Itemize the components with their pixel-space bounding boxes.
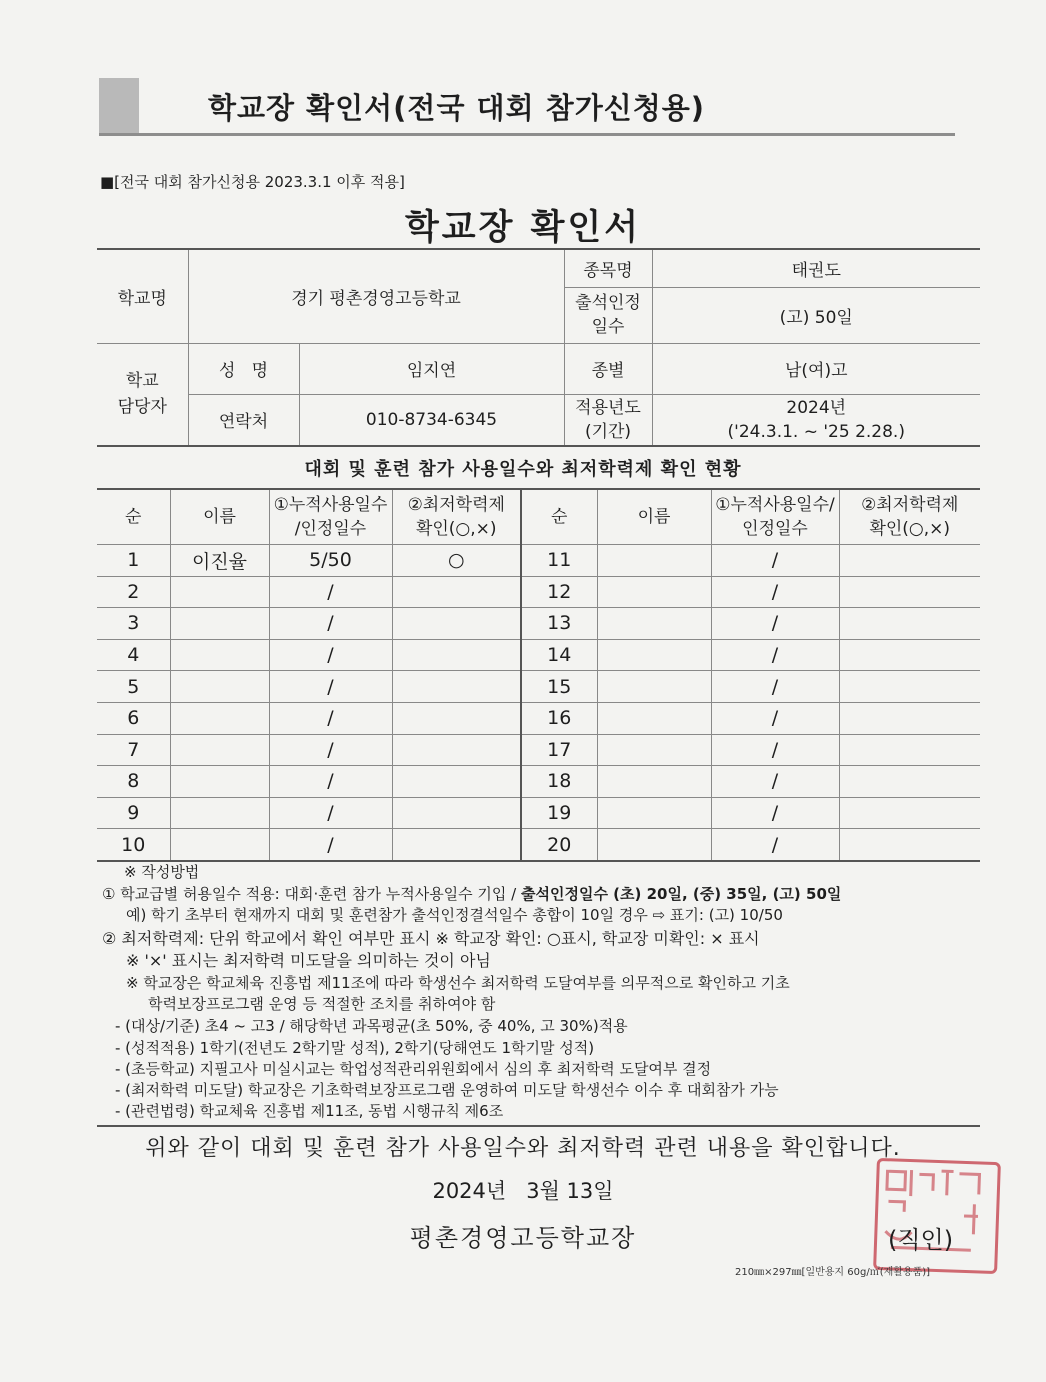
- gender-label: 종별: [564, 343, 652, 394]
- athlete-name: [597, 576, 711, 608]
- row-number: 9: [97, 797, 170, 829]
- year-cell: [652, 394, 980, 446]
- applicability-note: ■[전국 대회 참가신청용 2023.3.1 이후 적용]: [100, 173, 405, 191]
- days-used: /: [711, 829, 839, 861]
- row-number: 17: [521, 734, 597, 766]
- days-used: /: [711, 702, 839, 734]
- gender-value: 남(여)고: [652, 343, 980, 394]
- days-used: /: [711, 734, 839, 766]
- athlete-name: [597, 734, 711, 766]
- athlete-name: [170, 671, 269, 703]
- academic-check: [839, 734, 980, 766]
- school-label: 학교명: [97, 249, 188, 343]
- row-number: 10: [97, 829, 170, 861]
- table-row: [97, 671, 980, 703]
- days-used: /: [269, 702, 392, 734]
- row-number: 3: [97, 608, 170, 640]
- note-detail-5: - (관련법령) 학교체육 진흥법 제11조, 동법 시행규칙 제6조: [115, 1102, 504, 1120]
- days-used: /: [269, 734, 392, 766]
- athlete-name: [597, 766, 711, 798]
- col-header-no: 순: [97, 489, 170, 545]
- athlete-name: [170, 734, 269, 766]
- days-used: /: [711, 671, 839, 703]
- row-number: 12: [521, 576, 597, 608]
- days-used: /: [711, 766, 839, 798]
- days-used: /: [269, 766, 392, 798]
- note-2: ② 최저학력제: 단위 학교에서 확인 여부만 표시 ※ 학교장 확인: ○표시, 학교장 미확인: × 표시: [102, 929, 760, 948]
- academic-check: [839, 797, 980, 829]
- sport-label: 종목명: [564, 249, 652, 287]
- table-row: [97, 766, 980, 798]
- table-row: [97, 576, 980, 608]
- table-row: [97, 734, 980, 766]
- athlete-name: [597, 829, 711, 861]
- contact-value: 010-8734-6345: [299, 394, 564, 446]
- athlete-name: [170, 797, 269, 829]
- col-header-check: ②최저학력제 확인(○,×): [392, 489, 521, 545]
- academic-check: [392, 671, 521, 703]
- document-title: 학교장 확인서: [404, 208, 642, 248]
- row-number: 16: [521, 702, 597, 734]
- note-detail-4: - (최저학력 미도달) 학교장은 기초학력보장프로그램 운영하여 미도달 학생선수 이수 후 대회참가 가능: [115, 1081, 779, 1099]
- principal-title: 평촌경영고등학교장: [409, 1224, 637, 1252]
- days-used: /: [269, 576, 392, 608]
- athlete-name: [170, 639, 269, 671]
- academic-check: [392, 608, 521, 640]
- athlete-name: [170, 576, 269, 608]
- days-used: /: [711, 639, 839, 671]
- table-body: [97, 545, 980, 861]
- note-1-example: 예) 학기 초부터 현재까지 대회 및 훈련참가 출석인정결석일수 총합이 10일 경우 ⇨ 표기: (고) 10/50: [126, 906, 783, 924]
- academic-check: [392, 639, 521, 671]
- days-used: /: [269, 639, 392, 671]
- academic-check: [392, 797, 521, 829]
- academic-check: [839, 766, 980, 798]
- note-2-b1: ※ 학교장은 학교체육 진흥법 제11조에 따라 학생선수 최저학력 도달여부를 의무적으로 확인하고 기초: [126, 974, 790, 992]
- days-used: /: [269, 797, 392, 829]
- row-number: 8: [97, 766, 170, 798]
- days-used: /: [711, 797, 839, 829]
- official-seal: [873, 1158, 1001, 1274]
- note-detail-3: - (초등학교) 지필고사 미실시교는 학업성적관리위원회에서 심의 후 최저학력 도달여부 결정: [115, 1060, 712, 1078]
- athlete-name: [597, 608, 711, 640]
- header-underline: [99, 133, 955, 136]
- athlete-name: [597, 702, 711, 734]
- table-row: [97, 829, 980, 861]
- days-used: /: [711, 576, 839, 608]
- table-row: [97, 639, 980, 671]
- table-row: [97, 797, 980, 829]
- days-used: /: [269, 608, 392, 640]
- academic-check: ○: [392, 545, 521, 577]
- notes-divider: [97, 1125, 980, 1127]
- col-header-no-right: 순: [521, 489, 597, 545]
- year-label: 적용년도 (기간): [564, 394, 652, 446]
- row-number: 5: [97, 671, 170, 703]
- days-used: /: [269, 671, 392, 703]
- academic-check: [392, 576, 521, 608]
- row-number: 11: [521, 545, 597, 577]
- note-2-b2: 학력보장프로그램 운영 등 적절한 조치를 취하여야 함: [148, 995, 496, 1013]
- athlete-name: [170, 702, 269, 734]
- header-title: 학교장 확인서(전국 대회 참가신청용): [208, 91, 706, 125]
- attend-value: (고) 50일: [652, 287, 980, 343]
- seal-label: (직인): [888, 1226, 954, 1254]
- col-header-name: 이름: [170, 489, 269, 545]
- note-1-bold: 출석인정일수 (초) 20일, (중) 35일, (고) 50일: [521, 885, 842, 903]
- days-used: /: [269, 829, 392, 861]
- academic-check: [839, 702, 980, 734]
- name-label: 성 명: [188, 343, 299, 394]
- athlete-name: [170, 608, 269, 640]
- academic-check: [839, 608, 980, 640]
- row-number: 6: [97, 702, 170, 734]
- issue-date: 2024년 3월 13일: [432, 1179, 614, 1203]
- days-used: /: [711, 545, 839, 577]
- note-2-a: ※ '×' 표시는 최저학력 미도달을 의미하는 것이 아님: [126, 951, 491, 970]
- school-info-table: [97, 248, 980, 447]
- table-row: [97, 608, 980, 640]
- academic-check: [392, 702, 521, 734]
- athlete-name: [597, 545, 711, 577]
- days-used: 5/50: [269, 545, 392, 577]
- col-header-days: ①누적사용일수 /인정일수: [269, 489, 392, 545]
- row-number: 15: [521, 671, 597, 703]
- row-number: 18: [521, 766, 597, 798]
- year-period: ('24.3.1. ~ '25 2.28.): [727, 421, 905, 442]
- athlete-name: [597, 639, 711, 671]
- header-grey-block: [99, 78, 139, 135]
- col-header-days-right: ①누적사용일수/ 인정일수: [711, 489, 839, 545]
- row-number: 20: [521, 829, 597, 861]
- athlete-name: [597, 797, 711, 829]
- notes-heading: ※ 작성방법: [124, 863, 200, 881]
- note-detail-2: - (성적적용) 1학기(전년도 2학기말 성적), 2학기(당해연도 1학기말 성적): [115, 1039, 595, 1057]
- academic-check: [392, 829, 521, 861]
- row-number: 2: [97, 576, 170, 608]
- col-header-name-right: 이름: [597, 489, 711, 545]
- table-row: [97, 702, 980, 734]
- table-row: [97, 545, 980, 577]
- confirmation-statement: 위와 같이 대회 및 훈련 참가 사용일수와 최저학력 관련 내용을 확인합니다.: [145, 1136, 901, 1161]
- academic-check: [839, 576, 980, 608]
- row-number: 13: [521, 608, 597, 640]
- contact-label: 연락처: [188, 394, 299, 446]
- school-value: 경기 평촌경영고등학교: [188, 249, 564, 343]
- paper-spec: 210㎜×297㎜[일반용지 60g/㎡(재활용품)]: [735, 1267, 931, 1278]
- section-title: 대회 및 훈련 참가 사용일수와 최저학력제 확인 현황: [304, 459, 742, 480]
- note-1: [102, 884, 841, 904]
- athlete-name: [170, 766, 269, 798]
- academic-check: [392, 734, 521, 766]
- academic-check: [839, 639, 980, 671]
- row-number: 7: [97, 734, 170, 766]
- year-value: 2024년: [786, 397, 847, 418]
- note-1-text: ① 학교급별 허용일수 적용: 대회·훈련 참가 누적사용일수 기입 /: [102, 885, 521, 903]
- athlete-name: [597, 671, 711, 703]
- note-detail-1: - (대상/기준) 초4 ~ 고3 / 해당학년 과목평균(초 50%, 중 40%, 고 30%)적용: [115, 1017, 628, 1035]
- athlete-name: [170, 829, 269, 861]
- sport-value: 태권도: [652, 249, 980, 287]
- name-value: 임지연: [299, 343, 564, 394]
- col-header-check-right: ②최저학력제 확인(○,×): [839, 489, 980, 545]
- manager-label: 학교 담당자: [97, 343, 188, 446]
- academic-check: [839, 671, 980, 703]
- academic-check: [392, 766, 521, 798]
- attend-label: 출석인정 일수: [564, 287, 652, 343]
- row-number: 19: [521, 797, 597, 829]
- days-used: /: [711, 608, 839, 640]
- academic-check: [839, 829, 980, 861]
- row-number: 4: [97, 639, 170, 671]
- row-number: 14: [521, 639, 597, 671]
- participation-table: [97, 488, 980, 862]
- athlete-name: 이진율: [170, 545, 269, 577]
- academic-check: [839, 545, 980, 577]
- row-number: 1: [97, 545, 170, 577]
